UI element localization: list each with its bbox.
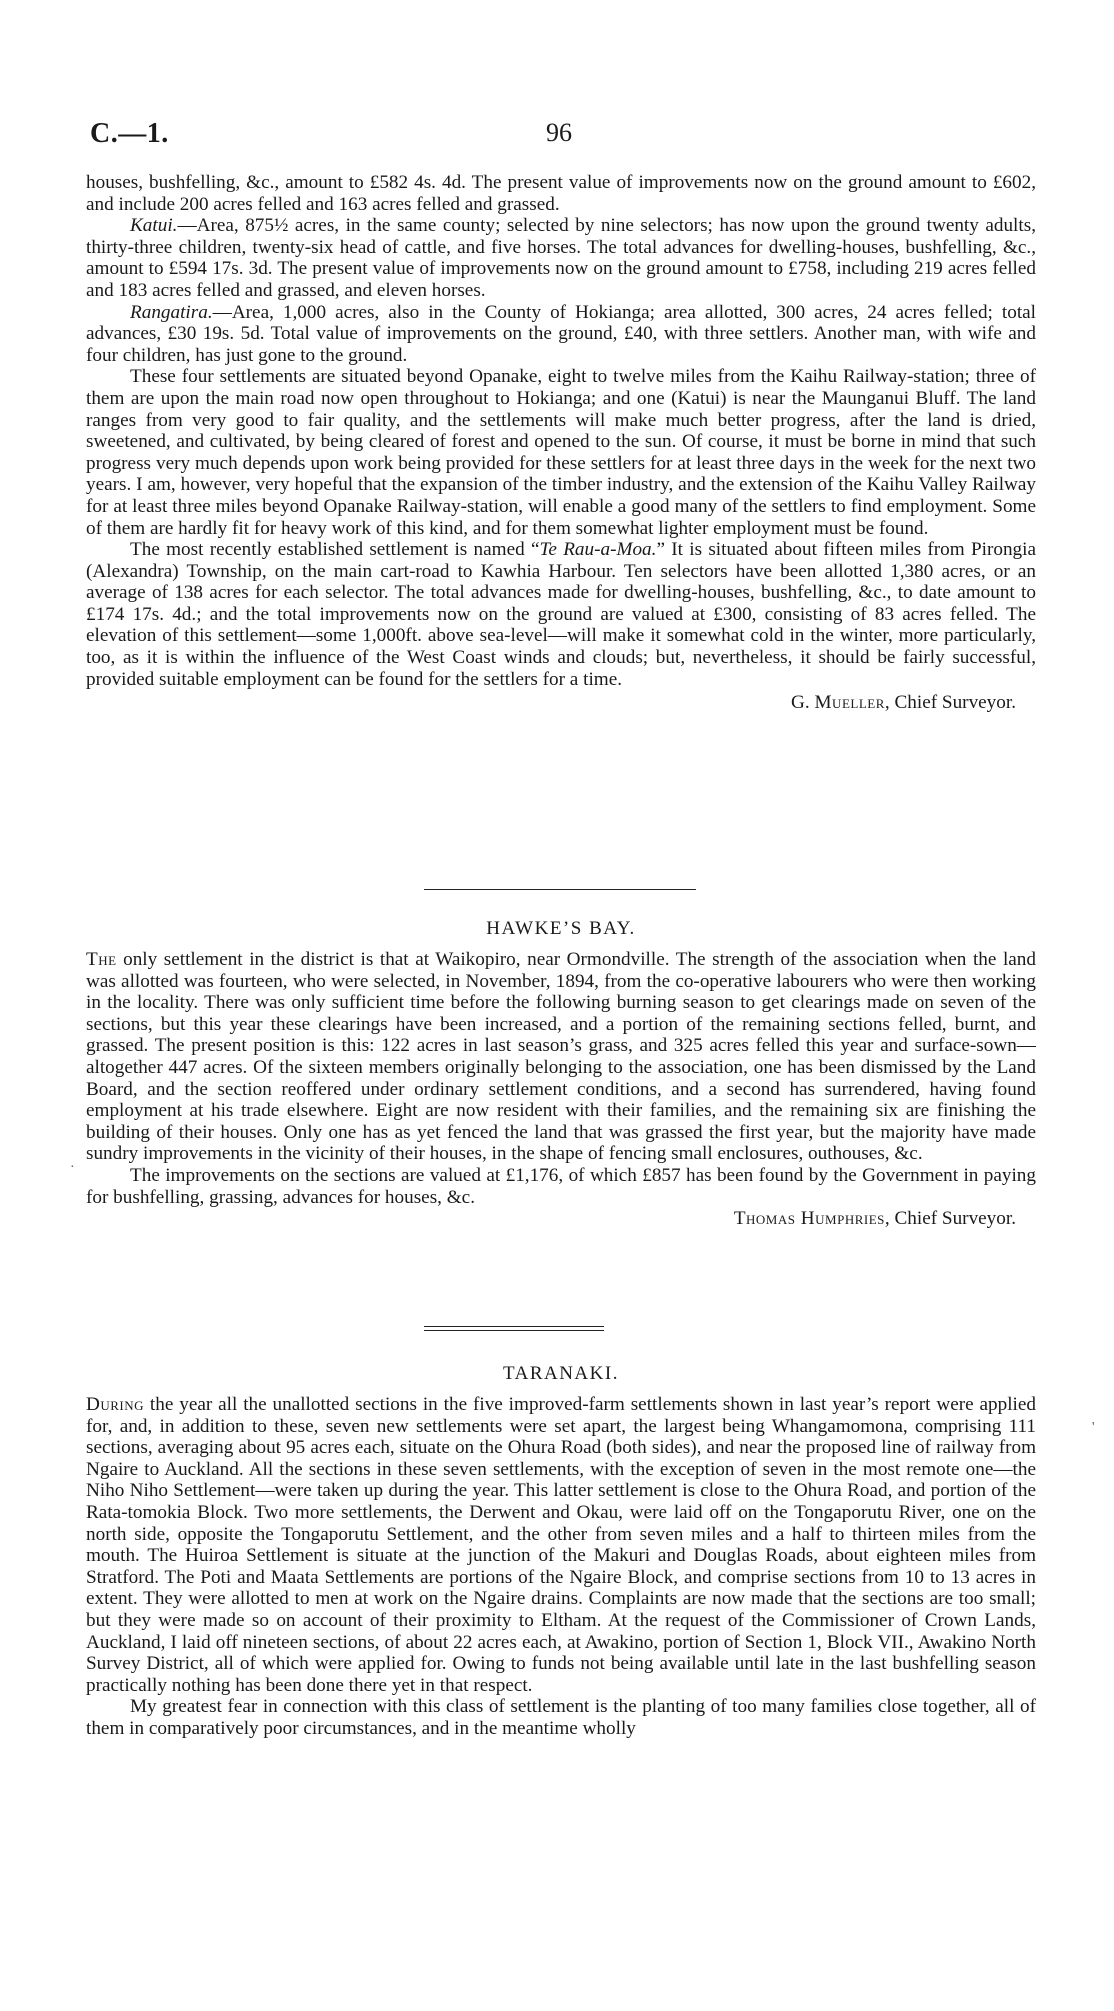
paragraph-improvements-continued: houses, bushfelling, &c., amount to £582 4s. 4d. The present value of improvements now on the ground amount to £602, and include 200 acres felled and 163 acres felled and grassed. [86,172,1036,215]
page-header [90,118,1040,158]
paragraph-rangatira: Rangatira.—Area, 1,000 acres, also in the County of Hokianga; area allotted, 300 acres, 24 acres felled; total advances, £30 19s. 5d. Total value of improvements on the ground, £40, with three settlers. Another man, with wife and four children, has just gone to the ground. [86,301,1036,366]
signature-mueller: G. Mueller, Chief Surveyor. [791,692,1016,714]
settlement-label-rangatira: Rangatira. [130,301,213,323]
page-number: 96 [546,118,572,147]
section-taranaki [86,1394,1036,1740]
paragraph-new-settlements: During the year all the unallotted sections in the five improved-farm settlements shown in last year’s report were applied for, and, in addition to these, seven new settlements were set apart, the largest being Whangamomona, comprising 111 sections, averaging about 95 acres each, situate on the Ohura Road (both sides), and near the proposed line of railway from Ngaire to Auckland. All the sections in these seven settlements, with the exception of seven in the most remote one—the Niho Niho Settlement—were taken up during the year. This latter settlement is close to the Ohura Road, and portion of the Rata-tomokia Block. Two more settlements, the Derwent and Okau, were laid off on the Tongaporutu River, one on the north side, opposite the Tongaporutu Settlement, and the other from seven miles and a half to thirteen miles from the mouth. The Huiroa Settlement is situate at the junction of the Makuri and Douglas Roads, about eighteen miles from Stratford. The Poti and Maata Settlements are portions of the Ngaire Block, and comprise sections from 10 to 13 acres in extent. They were allotted to men at work on the Ngaire drains. Complaints are now made that the sections are too small; but they were made so on account of their proximity to Eltham. At the request of the Commissioner of Crown Lands, Auckland, I laid off nineteen sections, of about 22 acres each, at Awakino, portion of Section 1, Block VII., Awakino North Survey District, all of which were applied for. Owing to funds not being available until late in the last bushfelling season practically nothing has been done there yet in that respect. [86,1394,1036,1696]
section-divider-double [424,1326,604,1331]
settlement-name-te-rau-a-moa: Te Rau-a-Moa. [539,539,657,561]
paragraph-katui: Katui.—Area, 875½ acres, in the same county; selected by nine selectors; has now upon the ground twenty adults, thirty-three children, twenty-six head of cattle, and five horses. The total advances for dwelling-houses, bushfelling, &c., amount to £594 17s. 3d. The present value of improvements now on the ground amount to £758, including 219 acres felled and 183 acres felled and grassed, and eleven horses. [86,215,1036,301]
section-divider [424,889,696,890]
paragraph-improvements-value: The improvements on the sections are valued at £1,176, of which £857 has been found by the Government in paying for bushfelling, grassing, advances for houses, &c. [86,1164,1036,1208]
section-hawkes-bay [86,949,1036,1230]
heading-hawkes-bay: HAWKE’S BAY. [486,918,636,939]
paragraph-waikopiro: The only settlement in the district is that at Waikopiro, near Ormondville. The strength of the association when the land was allotted was fourteen, who were selected, in November, 1894, from the co-operative labourers who were then working in the locality. There was only sufficient time before the following burning season to get clearings made on seven of the sections, but this year these clearings have been increased, and a portion of the remaining sections felled, burnt, and grassed. The present position is this: 122 acres in last season’s grass, and 325 acres felled this year and surface-sown—altogether 447 acres. Of the sixteen members originally belonging to the association, one has been dismissed by the Land Board, and the section reoffered under ordinary settlement conditions, and a second has surrendered, having found employment at his trade elsewhere. Eight are now resident with their families, and the remaining six are finishing the building of their houses. Only one has as yet fenced the land that was grassed the first year, but the majority have made sundry improvements in the vicinity of their houses, in the shape of fencing small enclosures, outhouses, &c. [86,949,1036,1165]
margin-tick-mark: ' [1092,1420,1095,1435]
heading-taranaki: TARANAKI. [503,1363,619,1384]
settlement-label-katui: Katui. [130,215,178,237]
paragraph-te-rau-a-moa: The most recently established settlement is named “Te Rau-a-Moa.” It is situated about fifteen miles from Pirongia (Alexandra) Township, on the main cart-road to Kawhia Harbour. Ten selectors have been allotted 1,380 acres, or an average of 138 acres for each selector. The total advances made for dwelling-houses, bushfelling, &c., to date amount to £174 17s. 4d.; and the total improvements now on the ground are valued at £300, consisting of 83 acres felled. The elevation of this settlement—some 1,000ft. above sea-level—will make it somewhat cold in the winter, more particularly, too, as it is within the influence of the West Coast winds and clouds; but, nevertheless, it should be fairly successful, provided suitable employment can be found for the settlers for a time. [86,539,1036,690]
margin-tick-mark: · [70,1160,75,1175]
paragraph-four-settlements: These four settlements are situated beyond Opanake, eight to twelve miles from the Kaihu Railway-station; three of them are upon the main road now open throughout to Hokianga; and one (Katui) is near the Maunganui Bluff. The land ranges from very good to fair quality, and the settlements will make much better progress, after the land is dried, sweetened, and cultivated, by being cleared of forest and opened to the sun. Of course, it must be borne in mind that such progress very much depends upon work being provided for these settlers for at least three days in the week for the next two years. I am, however, very hopeful that the expansion of the timber industry, and the extension of the Kaihu Valley Railway for at least three miles beyond Opanake Railway-station, will enable a good many of the settlers to find employment. Some of them are hardly fit for heavy work of this kind, and for them somewhat lighter employment must be found. [86,366,1036,539]
paragraph-greatest-fear: My greatest fear in connection with this class of settlement is the planting of too many families close together, all of them in comparatively poor circumstances, and in the meantime wholly [86,1696,1036,1739]
document-reference: C.—1. [90,118,169,149]
signature-humphries: Thomas Humphries, Chief Surveyor. [733,1208,1016,1230]
section-northern-settlements [86,172,1036,714]
